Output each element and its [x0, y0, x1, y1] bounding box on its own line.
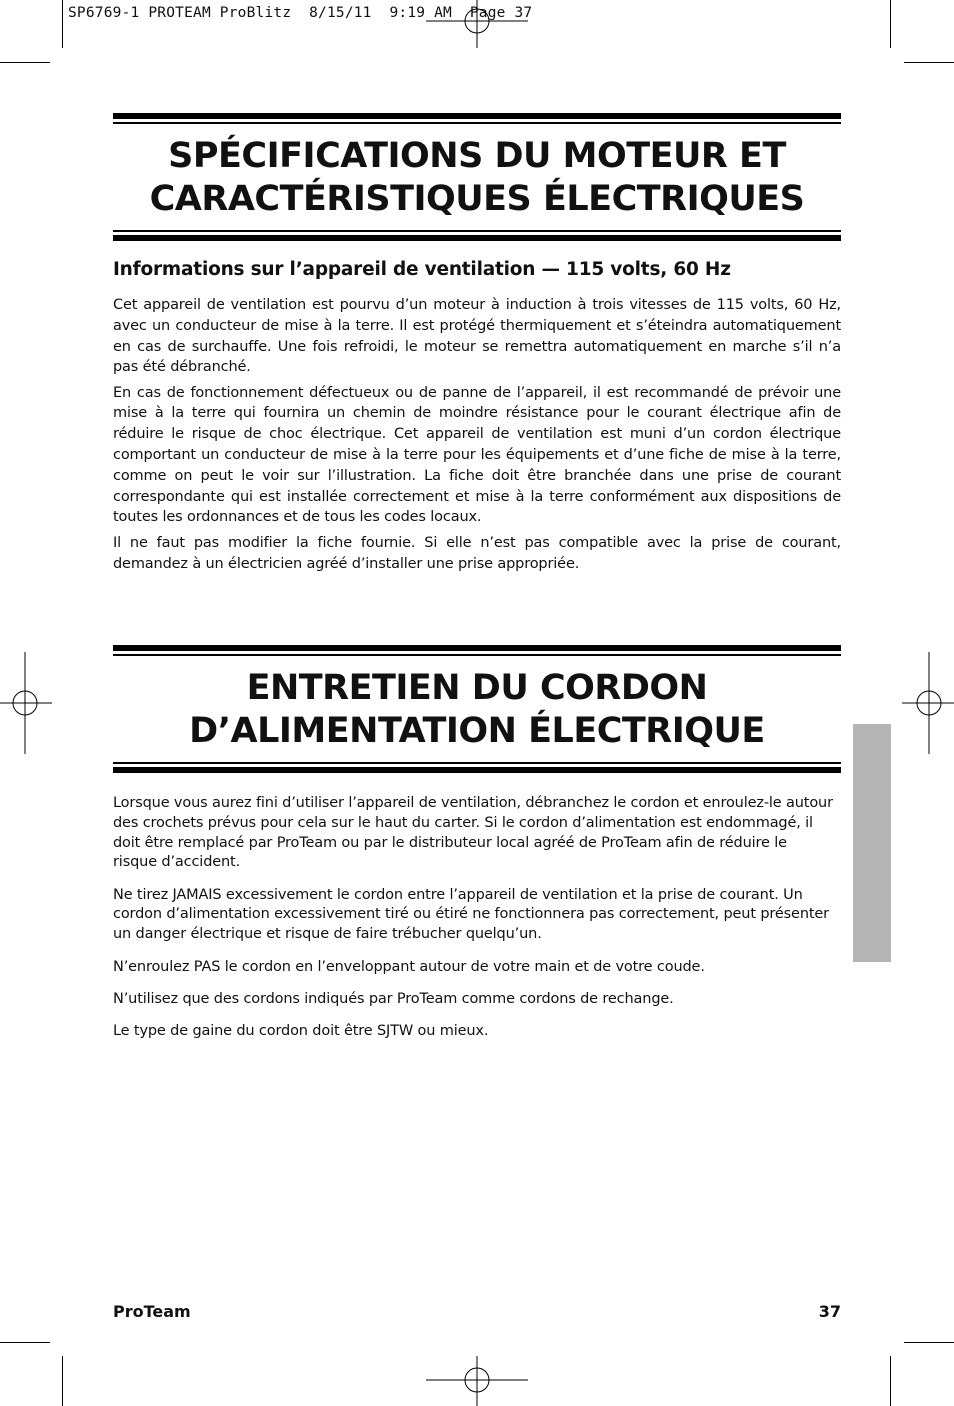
section-thumb-tab — [853, 724, 891, 962]
registration-mark-left-icon — [0, 652, 52, 754]
section1-body — [113, 295, 841, 579]
section1-paragraph-3: Il ne faut pas modifier la fiche fournie. Si elle n’est pas compatible avec la prise de courant, demandez à un électricien agréé d’installer une prise appropriée. — [113, 534, 841, 572]
footer-page-number: 37 — [818, 1302, 841, 1321]
section1-title-line2: CARACTÉRISTIQUES ÉLECTRIQUES — [149, 179, 805, 219]
crop-mark-top-left-h — [0, 62, 50, 63]
crop-mark-top-right-v — [890, 0, 891, 48]
section1-title-line1: SPÉCIFICATIONS DU MOTEUR ET — [168, 136, 786, 176]
section2-title-line2: D’ALIMENTATION ÉLECTRIQUE — [189, 711, 765, 751]
section1-subtitle: Informations sur l’appareil de ventilation — 115 volts, 60 Hz — [113, 259, 731, 280]
registration-mark-right-icon — [902, 652, 954, 754]
crop-mark-bottom-left-h — [0, 1342, 50, 1343]
slug-line: SP6769-1 PROTEAM ProBlitz 8/15/11 9:19 AM Page 37 — [68, 5, 533, 21]
section1-paragraph-1: Cet appareil de ventilation est pourvu d’un moteur à induction à trois vitesses de 115 volts, 60 Hz, avec un conducteur de mise à la terre. Il est protégé thermiquement et s’éteindra automatiquement en cas de surchauffe. Une fois refroidi, le moteur se remettra automatiquement en marche s’il n’a pas été débranché. — [113, 297, 841, 376]
section2-paragraph-1: Lorsque vous aurez fini d’utiliser l’appareil de ventilation, débranchez le cordon et enroulez-le autour des crochets prévus pour cela sur le haut du carter. Si le cordon d’alimentation est endommagé, il doit être remplacé par ProTeam ou par le distributeur local agréé de ProTeam afin de réduire le risque d’accident. — [113, 795, 833, 871]
crop-mark-bottom-right-v — [890, 1356, 891, 1406]
footer-brand: ProTeam — [113, 1302, 191, 1321]
section1-top-rule — [113, 113, 841, 124]
crop-mark-bottom-right-h — [904, 1342, 954, 1343]
registration-mark-bottom-icon — [426, 1356, 528, 1406]
section2-paragraph-5: Le type de gaine du cordon doit être SJTW ou mieux. — [113, 1023, 489, 1040]
section2-top-rule — [113, 645, 841, 656]
section2-paragraph-4: N’utilisez que des cordons indiqués par ProTeam comme cordons de rechange. — [113, 990, 674, 1007]
section2-paragraph-3: N’enroulez PAS le cordon en l’enveloppant autour de votre main et de votre coude. — [113, 958, 705, 975]
section2-paragraph-2: Ne tirez JAMAIS excessivement le cordon entre l’appareil de ventilation et la prise de courant. Un cordon d’alimentation excessivement tiré ou étiré ne fonctionnera pas correctement, peut présenter un danger électrique et risque de faire trébucher quelqu’un. — [113, 886, 829, 943]
section2-title-line1: ENTRETIEN DU CORDON — [246, 668, 708, 708]
section1-paragraph-2: En cas de fonctionnement défectueux ou de panne de l’appareil, il est recommandé de prévoir une mise à la terre qui fournira un chemin de moindre résistance pour le courant électrique afin de réduire le risque de choc électrique. Cet appareil de ventilation est muni d’un cordon électrique comportant un conducteur de mise à la terre pour les équipements et d’une fiche de mise à la terre, comme on peut le voir sur l’illustration. La fiche doit être branchée dans une prise de courant correspondante qui est installée correctement et mise à la terre conformément aux dispositions de toutes les ordonnances et de tous les codes locaux. — [113, 384, 841, 526]
section1-bottom-rule — [113, 230, 841, 241]
registration-mark-top-icon — [426, 0, 528, 50]
section2-bottom-rule — [113, 762, 841, 773]
section2-title — [113, 667, 841, 753]
crop-mark-top-right-h — [904, 62, 954, 63]
section2-body — [113, 794, 835, 1054]
crop-mark-top-left-v — [62, 0, 63, 48]
section1-title — [113, 135, 841, 221]
crop-mark-bottom-left-v — [62, 1356, 63, 1406]
